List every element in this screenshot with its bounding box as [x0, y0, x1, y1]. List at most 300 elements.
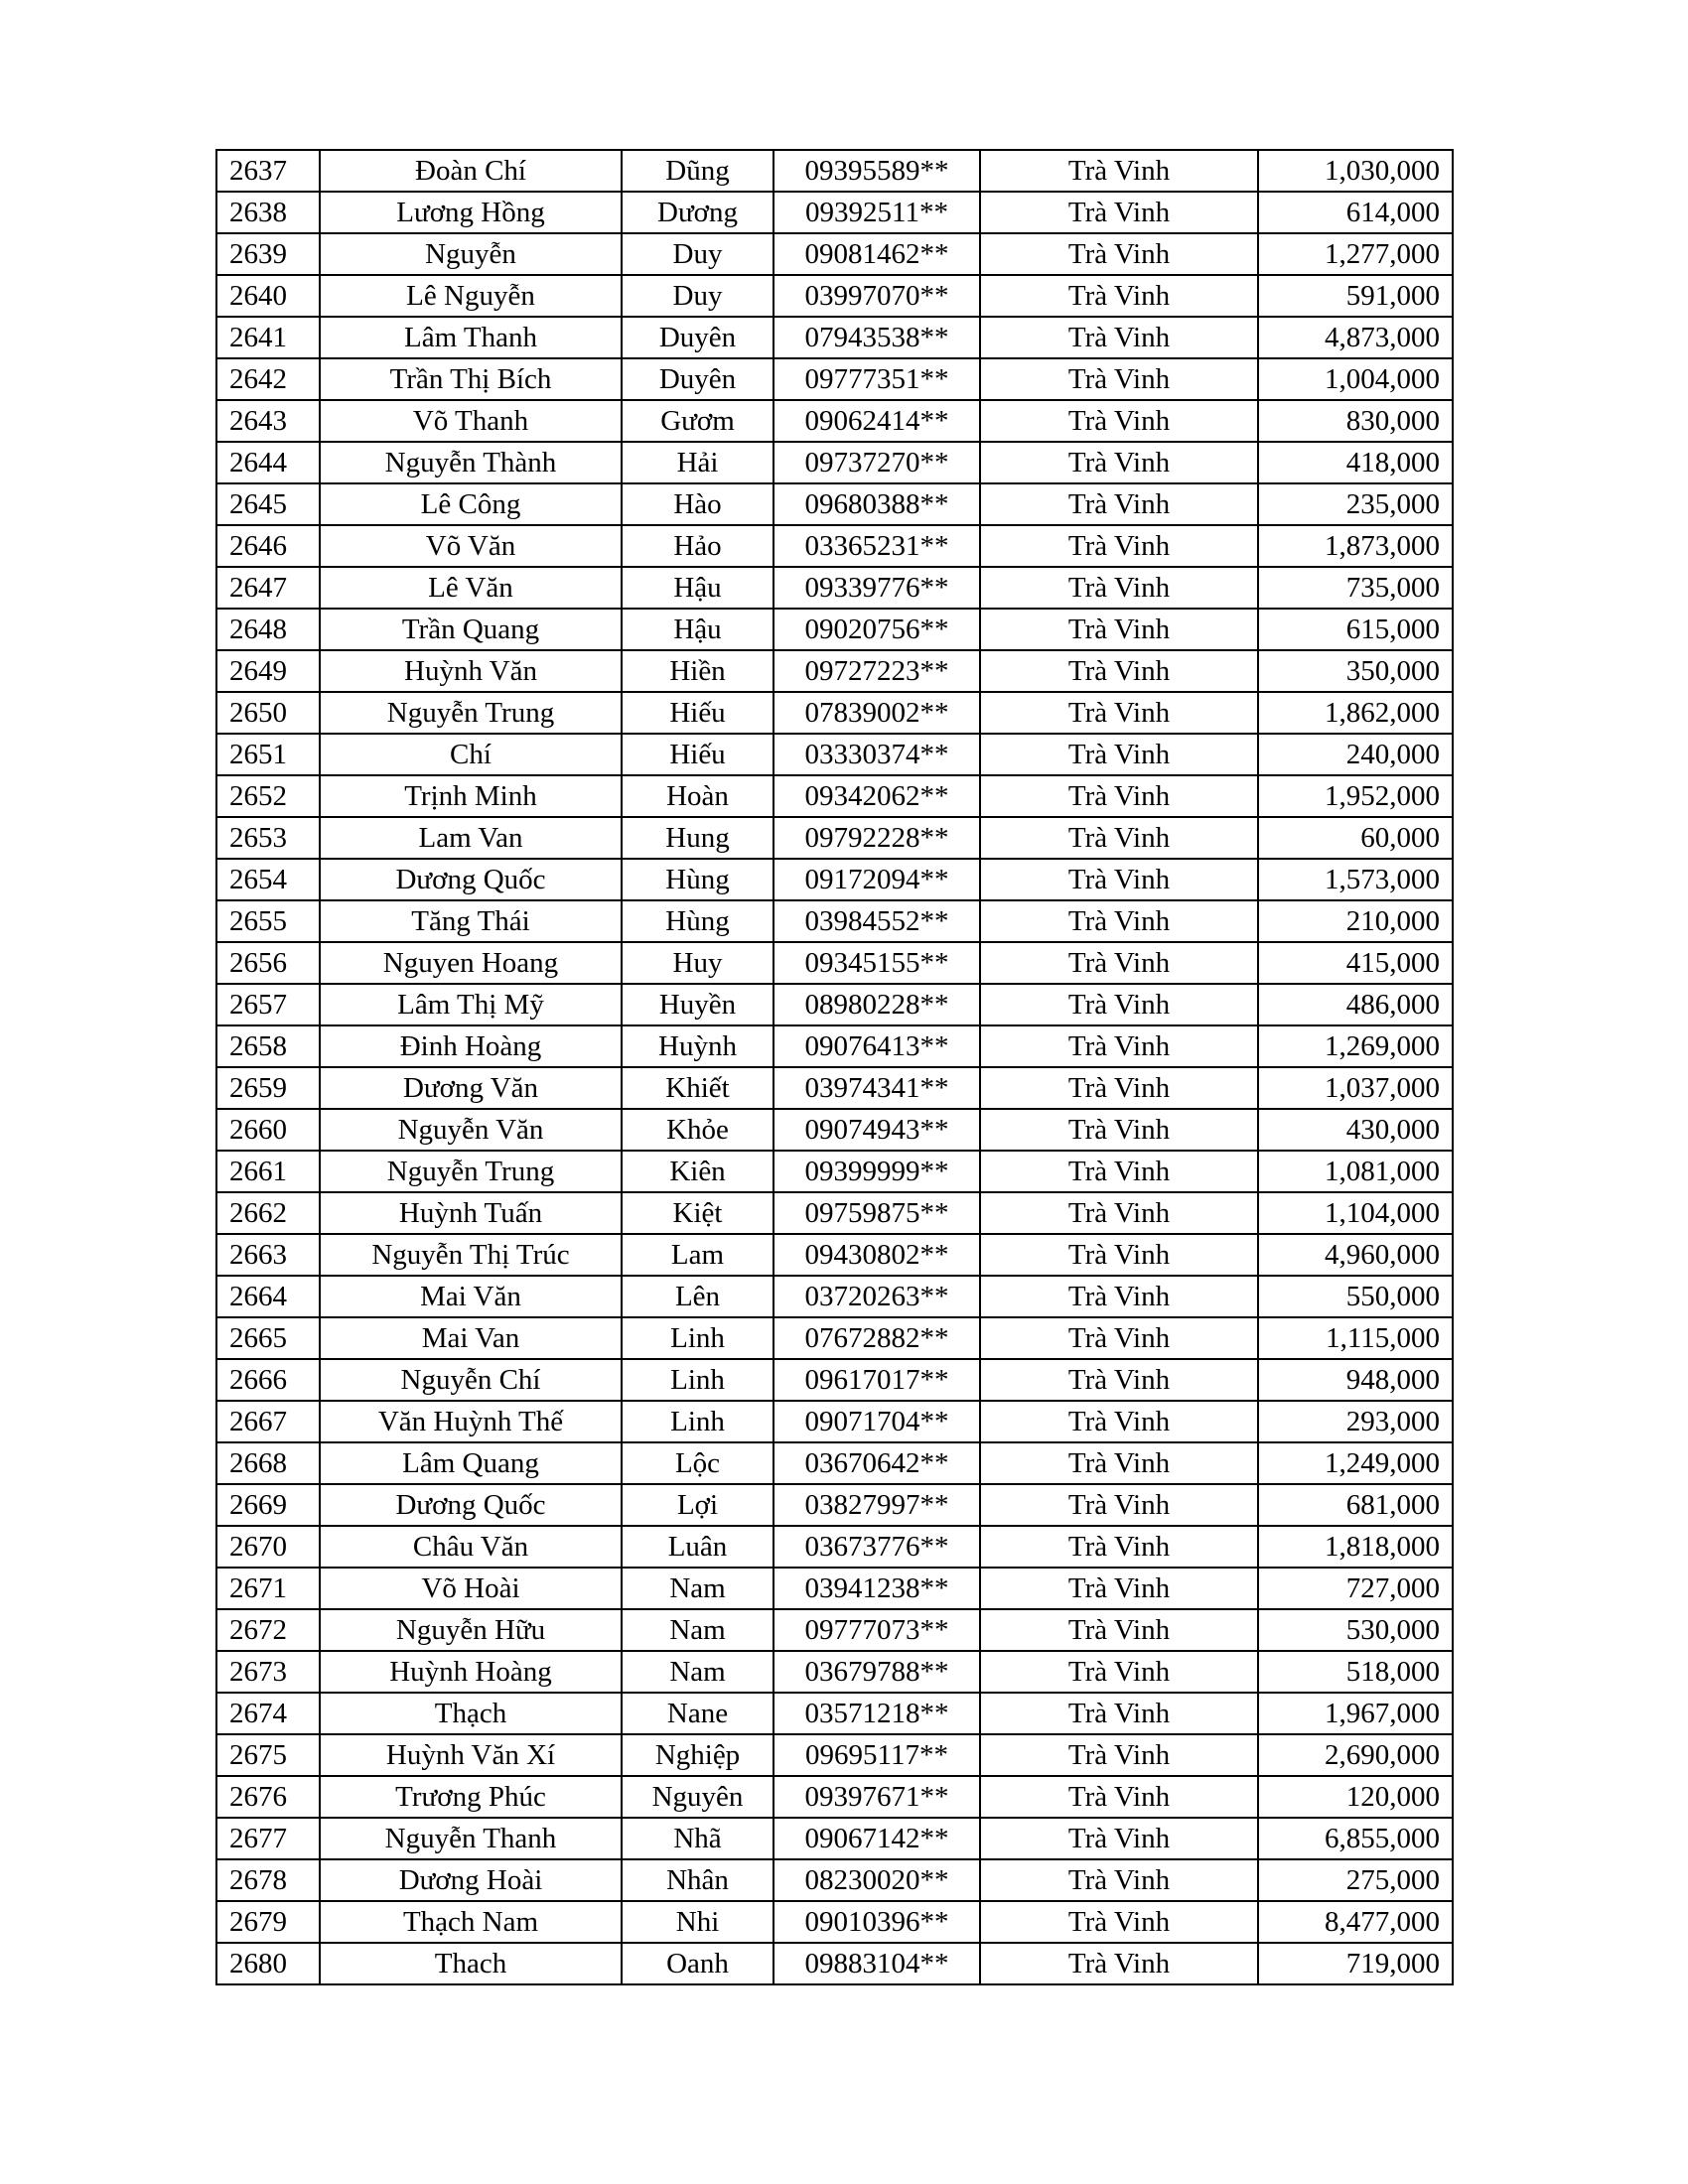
table-row [216, 1109, 1453, 1151]
surname-middle-name-cell: Dương Hoài [320, 1859, 622, 1901]
row-number-cell: 2678 [216, 1859, 320, 1901]
province-cell: Trà Vinh [980, 358, 1258, 400]
given-name-cell: Duy [622, 275, 774, 317]
row-number-cell: 2639 [216, 233, 320, 275]
province-cell: Trà Vinh [980, 775, 1258, 817]
row-number-cell: 2646 [216, 525, 320, 567]
phone-number-cell: 03679788** [774, 1651, 980, 1693]
given-name-cell: Hùng [622, 859, 774, 900]
row-number-cell: 2647 [216, 567, 320, 609]
phone-number-cell: 03330374** [774, 734, 980, 775]
given-name-cell: Hảo [622, 525, 774, 567]
phone-number-cell: 09067142** [774, 1818, 980, 1859]
phone-number-cell: 07672882** [774, 1317, 980, 1359]
province-cell: Trà Vinh [980, 1693, 1258, 1734]
amount-cell: 2,690,000 [1258, 1734, 1453, 1776]
phone-number-cell: 09342062** [774, 775, 980, 817]
province-cell: Trà Vinh [980, 483, 1258, 525]
surname-middle-name-cell: Võ Hoài [320, 1568, 622, 1609]
province-cell: Trà Vinh [980, 1526, 1258, 1568]
phone-number-cell: 09695117** [774, 1734, 980, 1776]
given-name-cell: Hung [622, 817, 774, 859]
surname-middle-name-cell: Huỳnh Hoàng [320, 1651, 622, 1693]
given-name-cell: Khiết [622, 1067, 774, 1109]
amount-cell: 948,000 [1258, 1359, 1453, 1401]
surname-middle-name-cell: Lam Van [320, 817, 622, 859]
surname-middle-name-cell: Trịnh Minh [320, 775, 622, 817]
given-name-cell: Lợi [622, 1484, 774, 1526]
table-row [216, 1776, 1453, 1818]
given-name-cell: Hùng [622, 900, 774, 942]
province-cell: Trà Vinh [980, 1025, 1258, 1067]
amount-cell: 1,081,000 [1258, 1151, 1453, 1192]
table-row [216, 1442, 1453, 1484]
row-number-cell: 2638 [216, 192, 320, 233]
row-number-cell: 2662 [216, 1192, 320, 1234]
amount-cell: 614,000 [1258, 192, 1453, 233]
amount-cell: 4,873,000 [1258, 317, 1453, 358]
phone-number-cell: 09777073** [774, 1609, 980, 1651]
phone-number-cell: 09071704** [774, 1401, 980, 1442]
table-row [216, 1734, 1453, 1776]
amount-cell: 1,004,000 [1258, 358, 1453, 400]
given-name-cell: Hiếu [622, 734, 774, 775]
table-row [216, 1234, 1453, 1276]
table-row [216, 734, 1453, 775]
table-row [216, 1901, 1453, 1943]
given-name-cell: Hoàn [622, 775, 774, 817]
amount-cell: 830,000 [1258, 400, 1453, 442]
phone-number-cell: 03827997** [774, 1484, 980, 1526]
phone-number-cell: 09617017** [774, 1359, 980, 1401]
province-cell: Trà Vinh [980, 1317, 1258, 1359]
amount-cell: 591,000 [1258, 275, 1453, 317]
surname-middle-name-cell: Huỳnh Văn [320, 650, 622, 692]
phone-number-cell: 09392511** [774, 192, 980, 233]
table-row [216, 1568, 1453, 1609]
row-number-cell: 2665 [216, 1317, 320, 1359]
amount-cell: 430,000 [1258, 1109, 1453, 1151]
province-cell: Trà Vinh [980, 734, 1258, 775]
table-row [216, 692, 1453, 734]
row-number-cell: 2644 [216, 442, 320, 483]
table-row [216, 859, 1453, 900]
row-number-cell: 2652 [216, 775, 320, 817]
table-row [216, 1859, 1453, 1901]
surname-middle-name-cell: Trần Quang [320, 609, 622, 650]
row-number-cell: 2649 [216, 650, 320, 692]
given-name-cell: Kiệt [622, 1192, 774, 1234]
province-cell: Trà Vinh [980, 1401, 1258, 1442]
province-cell: Trà Vinh [980, 1943, 1258, 1984]
amount-cell: 1,104,000 [1258, 1192, 1453, 1234]
surname-middle-name-cell: Nguyễn Văn [320, 1109, 622, 1151]
table-row [216, 1484, 1453, 1526]
row-number-cell: 2650 [216, 692, 320, 734]
given-name-cell: Linh [622, 1317, 774, 1359]
province-cell: Trà Vinh [980, 1067, 1258, 1109]
table-row [216, 609, 1453, 650]
surname-middle-name-cell: Dương Văn [320, 1067, 622, 1109]
given-name-cell: Hiếu [622, 692, 774, 734]
phone-number-cell: 09759875** [774, 1192, 980, 1234]
province-cell: Trà Vinh [980, 1192, 1258, 1234]
amount-cell: 1,818,000 [1258, 1526, 1453, 1568]
row-number-cell: 2654 [216, 859, 320, 900]
table-row [216, 1609, 1453, 1651]
phone-number-cell: 09727223** [774, 650, 980, 692]
table-row [216, 1818, 1453, 1859]
phone-number-cell: 03720263** [774, 1276, 980, 1317]
given-name-cell: Huỳnh [622, 1025, 774, 1067]
phone-number-cell: 03997070** [774, 275, 980, 317]
province-cell: Trà Vinh [980, 192, 1258, 233]
row-number-cell: 2648 [216, 609, 320, 650]
given-name-cell: Lam [622, 1234, 774, 1276]
surname-middle-name-cell: Trần Thị Bích [320, 358, 622, 400]
amount-cell: 415,000 [1258, 942, 1453, 984]
amount-cell: 4,960,000 [1258, 1234, 1453, 1276]
surname-middle-name-cell: Tăng Thái [320, 900, 622, 942]
province-cell: Trà Vinh [980, 1776, 1258, 1818]
phone-number-cell: 09792228** [774, 817, 980, 859]
row-number-cell: 2640 [216, 275, 320, 317]
given-name-cell: Duyên [622, 317, 774, 358]
given-name-cell: Nane [622, 1693, 774, 1734]
surname-middle-name-cell: Châu Văn [320, 1526, 622, 1568]
province-cell: Trà Vinh [980, 942, 1258, 984]
amount-cell: 1,873,000 [1258, 525, 1453, 567]
phone-number-cell: 09397671** [774, 1776, 980, 1818]
surname-middle-name-cell: Mai Van [320, 1317, 622, 1359]
given-name-cell: Nam [622, 1609, 774, 1651]
province-cell: Trà Vinh [980, 1276, 1258, 1317]
row-number-cell: 2653 [216, 817, 320, 859]
amount-cell: 418,000 [1258, 442, 1453, 483]
phone-number-cell: 09430802** [774, 1234, 980, 1276]
amount-cell: 518,000 [1258, 1651, 1453, 1693]
table-row [216, 1401, 1453, 1442]
row-number-cell: 2656 [216, 942, 320, 984]
given-name-cell: Gươm [622, 400, 774, 442]
surname-middle-name-cell: Thach [320, 1943, 622, 1984]
row-number-cell: 2676 [216, 1776, 320, 1818]
phone-number-cell: 09020756** [774, 609, 980, 650]
phone-number-cell: 03571218** [774, 1693, 980, 1734]
surname-middle-name-cell: Võ Thanh [320, 400, 622, 442]
phone-number-cell: 09777351** [774, 358, 980, 400]
given-name-cell: Huyền [622, 984, 774, 1025]
amount-cell: 719,000 [1258, 1943, 1453, 1984]
row-number-cell: 2672 [216, 1609, 320, 1651]
table-row [216, 1651, 1453, 1693]
phone-number-cell: 09680388** [774, 483, 980, 525]
phone-number-cell: 03984552** [774, 900, 980, 942]
table-row [216, 1276, 1453, 1317]
surname-middle-name-cell: Lâm Quang [320, 1442, 622, 1484]
province-cell: Trà Vinh [980, 150, 1258, 192]
province-cell: Trà Vinh [980, 400, 1258, 442]
row-number-cell: 2677 [216, 1818, 320, 1859]
province-cell: Trà Vinh [980, 1734, 1258, 1776]
given-name-cell: Hậu [622, 609, 774, 650]
phone-number-cell: 03941238** [774, 1568, 980, 1609]
amount-cell: 550,000 [1258, 1276, 1453, 1317]
phone-number-cell: 09737270** [774, 442, 980, 483]
given-name-cell: Nguyên [622, 1776, 774, 1818]
province-cell: Trà Vinh [980, 1234, 1258, 1276]
table-row [216, 1192, 1453, 1234]
province-cell: Trà Vinh [980, 1818, 1258, 1859]
surname-middle-name-cell: Nguyễn Chí [320, 1359, 622, 1401]
given-name-cell: Nam [622, 1651, 774, 1693]
given-name-cell: Nhân [622, 1859, 774, 1901]
given-name-cell: Hào [622, 483, 774, 525]
phone-number-cell: 07839002** [774, 692, 980, 734]
row-number-cell: 2659 [216, 1067, 320, 1109]
row-number-cell: 2643 [216, 400, 320, 442]
amount-cell: 240,000 [1258, 734, 1453, 775]
row-number-cell: 2657 [216, 984, 320, 1025]
surname-middle-name-cell: Võ Văn [320, 525, 622, 567]
row-number-cell: 2637 [216, 150, 320, 192]
surname-middle-name-cell: Huỳnh Văn Xí [320, 1734, 622, 1776]
row-number-cell: 2675 [216, 1734, 320, 1776]
given-name-cell: Kiên [622, 1151, 774, 1192]
given-name-cell: Luân [622, 1526, 774, 1568]
surname-middle-name-cell: Dương Quốc [320, 859, 622, 900]
surname-middle-name-cell: Lâm Thanh [320, 317, 622, 358]
surname-middle-name-cell: Huỳnh Tuấn [320, 1192, 622, 1234]
row-number-cell: 2680 [216, 1943, 320, 1984]
surname-middle-name-cell: Nguyễn Thanh [320, 1818, 622, 1859]
amount-cell: 1,269,000 [1258, 1025, 1453, 1067]
surname-middle-name-cell: Nguyễn Thị Trúc [320, 1234, 622, 1276]
given-name-cell: Linh [622, 1401, 774, 1442]
province-cell: Trà Vinh [980, 317, 1258, 358]
surname-middle-name-cell: Nguyen Hoang [320, 942, 622, 984]
phone-number-cell: 08980228** [774, 984, 980, 1025]
row-number-cell: 2667 [216, 1401, 320, 1442]
amount-cell: 1,249,000 [1258, 1442, 1453, 1484]
surname-middle-name-cell: Nguyễn Trung [320, 1151, 622, 1192]
table-row [216, 900, 1453, 942]
table-row [216, 483, 1453, 525]
province-cell: Trà Vinh [980, 1568, 1258, 1609]
row-number-cell: 2670 [216, 1526, 320, 1568]
amount-cell: 1,862,000 [1258, 692, 1453, 734]
row-number-cell: 2674 [216, 1693, 320, 1734]
row-number-cell: 2673 [216, 1651, 320, 1693]
amount-cell: 293,000 [1258, 1401, 1453, 1442]
phone-number-cell: 09395589** [774, 150, 980, 192]
given-name-cell: Oanh [622, 1943, 774, 1984]
given-name-cell: Lộc [622, 1442, 774, 1484]
table-row [216, 775, 1453, 817]
row-number-cell: 2663 [216, 1234, 320, 1276]
table-row [216, 567, 1453, 609]
row-number-cell: 2651 [216, 734, 320, 775]
table-row [216, 233, 1453, 275]
province-cell: Trà Vinh [980, 1442, 1258, 1484]
row-number-cell: 2666 [216, 1359, 320, 1401]
given-name-cell: Dũng [622, 150, 774, 192]
amount-cell: 60,000 [1258, 817, 1453, 859]
phone-number-cell: 09010396** [774, 1901, 980, 1943]
surname-middle-name-cell: Nguyễn Hữu [320, 1609, 622, 1651]
row-number-cell: 2641 [216, 317, 320, 358]
phone-number-cell: 07943538** [774, 317, 980, 358]
amount-cell: 210,000 [1258, 900, 1453, 942]
amount-cell: 120,000 [1258, 1776, 1453, 1818]
table-row [216, 1943, 1453, 1984]
phone-number-cell: 08230020** [774, 1859, 980, 1901]
table-row [216, 1693, 1453, 1734]
table-row [216, 817, 1453, 859]
surname-middle-name-cell: Văn Huỳnh Thế [320, 1401, 622, 1442]
given-name-cell: Hậu [622, 567, 774, 609]
amount-cell: 681,000 [1258, 1484, 1453, 1526]
row-number-cell: 2671 [216, 1568, 320, 1609]
amount-cell: 615,000 [1258, 609, 1453, 650]
phone-number-cell: 03365231** [774, 525, 980, 567]
province-cell: Trà Vinh [980, 1359, 1258, 1401]
given-name-cell: Nghiệp [622, 1734, 774, 1776]
table-row [216, 192, 1453, 233]
row-number-cell: 2661 [216, 1151, 320, 1192]
phone-number-cell: 03670642** [774, 1442, 980, 1484]
surname-middle-name-cell: Chí [320, 734, 622, 775]
province-cell: Trà Vinh [980, 567, 1258, 609]
surname-middle-name-cell: Mai Văn [320, 1276, 622, 1317]
table-row [216, 1067, 1453, 1109]
province-cell: Trà Vinh [980, 900, 1258, 942]
row-number-cell: 2664 [216, 1276, 320, 1317]
amount-cell: 1,952,000 [1258, 775, 1453, 817]
given-name-cell: Nam [622, 1568, 774, 1609]
phone-number-cell: 09172094** [774, 859, 980, 900]
surname-middle-name-cell: Thạch [320, 1693, 622, 1734]
province-cell: Trà Vinh [980, 609, 1258, 650]
row-number-cell: 2642 [216, 358, 320, 400]
given-name-cell: Lên [622, 1276, 774, 1317]
amount-cell: 1,573,000 [1258, 859, 1453, 900]
given-name-cell: Duyên [622, 358, 774, 400]
province-cell: Trà Vinh [980, 1484, 1258, 1526]
row-number-cell: 2669 [216, 1484, 320, 1526]
surname-middle-name-cell: Thạch Nam [320, 1901, 622, 1943]
province-cell: Trà Vinh [980, 650, 1258, 692]
given-name-cell: Nhi [622, 1901, 774, 1943]
amount-cell: 350,000 [1258, 650, 1453, 692]
phone-number-cell: 09081462** [774, 233, 980, 275]
table-row [216, 1359, 1453, 1401]
recipient-table-body [216, 150, 1453, 1984]
surname-middle-name-cell: Nguyễn [320, 233, 622, 275]
amount-cell: 8,477,000 [1258, 1901, 1453, 1943]
surname-middle-name-cell: Nguyễn Trung [320, 692, 622, 734]
row-number-cell: 2668 [216, 1442, 320, 1484]
surname-middle-name-cell: Trương Phúc [320, 1776, 622, 1818]
phone-number-cell: 09074943** [774, 1109, 980, 1151]
row-number-cell: 2645 [216, 483, 320, 525]
phone-number-cell: 09399999** [774, 1151, 980, 1192]
table-row [216, 317, 1453, 358]
surname-middle-name-cell: Lương Hồng [320, 192, 622, 233]
province-cell: Trà Vinh [980, 1609, 1258, 1651]
table-row [216, 442, 1453, 483]
surname-middle-name-cell: Lâm Thị Mỹ [320, 984, 622, 1025]
table-row [216, 1317, 1453, 1359]
province-cell: Trà Vinh [980, 1901, 1258, 1943]
province-cell: Trà Vinh [980, 1859, 1258, 1901]
phone-number-cell: 09883104** [774, 1943, 980, 1984]
surname-middle-name-cell: Nguyễn Thành [320, 442, 622, 483]
province-cell: Trà Vinh [980, 1151, 1258, 1192]
province-cell: Trà Vinh [980, 442, 1258, 483]
province-cell: Trà Vinh [980, 984, 1258, 1025]
phone-number-cell: 03673776** [774, 1526, 980, 1568]
amount-cell: 275,000 [1258, 1859, 1453, 1901]
row-number-cell: 2658 [216, 1025, 320, 1067]
amount-cell: 6,855,000 [1258, 1818, 1453, 1859]
province-cell: Trà Vinh [980, 692, 1258, 734]
amount-cell: 486,000 [1258, 984, 1453, 1025]
table-row [216, 150, 1453, 192]
given-name-cell: Khỏe [622, 1109, 774, 1151]
table-row [216, 358, 1453, 400]
amount-cell: 1,030,000 [1258, 150, 1453, 192]
table-row [216, 942, 1453, 984]
given-name-cell: Nhã [622, 1818, 774, 1859]
phone-number-cell: 09339776** [774, 567, 980, 609]
amount-cell: 1,277,000 [1258, 233, 1453, 275]
amount-cell: 735,000 [1258, 567, 1453, 609]
table-row [216, 650, 1453, 692]
surname-middle-name-cell: Đoàn Chí [320, 150, 622, 192]
given-name-cell: Dương [622, 192, 774, 233]
province-cell: Trà Vinh [980, 525, 1258, 567]
surname-middle-name-cell: Lê Nguyễn [320, 275, 622, 317]
table-row [216, 525, 1453, 567]
row-number-cell: 2655 [216, 900, 320, 942]
table-row [216, 984, 1453, 1025]
given-name-cell: Duy [622, 233, 774, 275]
phone-number-cell: 09062414** [774, 400, 980, 442]
surname-middle-name-cell: Lê Văn [320, 567, 622, 609]
table-row [216, 1025, 1453, 1067]
table-row [216, 275, 1453, 317]
amount-cell: 1,037,000 [1258, 1067, 1453, 1109]
given-name-cell: Hiền [622, 650, 774, 692]
province-cell: Trà Vinh [980, 1651, 1258, 1693]
phone-number-cell: 03974341** [774, 1067, 980, 1109]
surname-middle-name-cell: Lê Công [320, 483, 622, 525]
province-cell: Trà Vinh [980, 233, 1258, 275]
table-row [216, 400, 1453, 442]
phone-number-cell: 09076413** [774, 1025, 980, 1067]
amount-cell: 235,000 [1258, 483, 1453, 525]
recipient-table [215, 149, 1454, 1985]
amount-cell: 1,115,000 [1258, 1317, 1453, 1359]
province-cell: Trà Vinh [980, 817, 1258, 859]
given-name-cell: Hải [622, 442, 774, 483]
surname-middle-name-cell: Đinh Hoàng [320, 1025, 622, 1067]
given-name-cell: Huy [622, 942, 774, 984]
table-row [216, 1151, 1453, 1192]
phone-number-cell: 09345155** [774, 942, 980, 984]
surname-middle-name-cell: Dương Quốc [320, 1484, 622, 1526]
